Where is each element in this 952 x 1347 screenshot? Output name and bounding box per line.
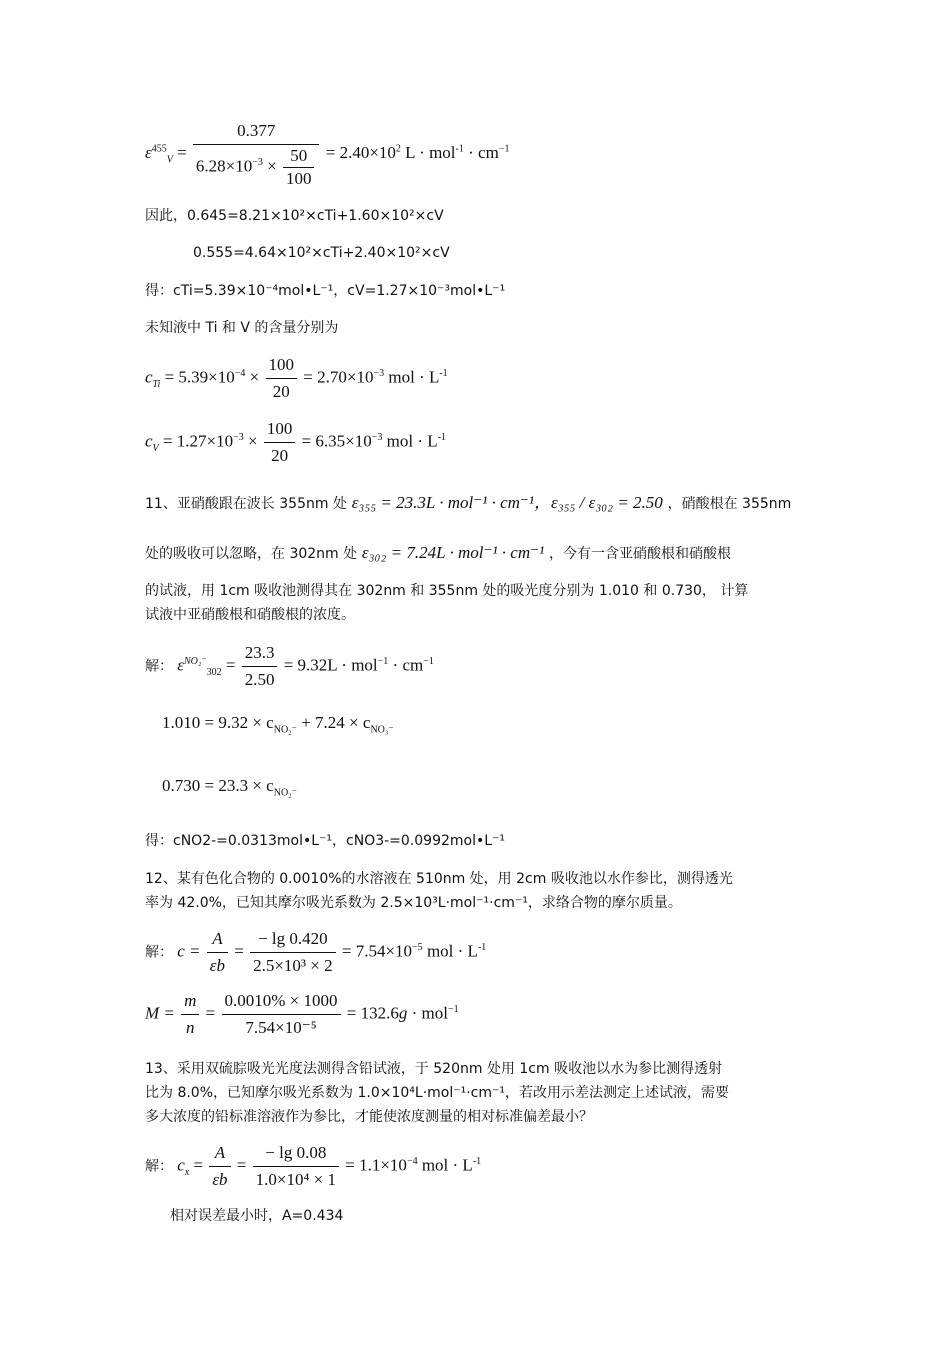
sol11-fraction: [242, 640, 278, 693]
cv-den: 20: [271, 446, 289, 465]
sol11-rhs: = 9.32L · mol: [283, 655, 378, 675]
sol12-f1-den: εb: [209, 956, 225, 975]
text-unknown: 未知液中 Ti 和 V 的含量分别为: [145, 320, 339, 336]
cti-den: 20: [272, 382, 290, 401]
sol13-lhs: c: [177, 1155, 185, 1175]
cv-fraction: [264, 416, 296, 469]
q13-line1: 13、采用双硫腙吸光光度法测得含铅试液，于 520nm 处用 1cm 吸收池以水为参比测得透射: [145, 1061, 723, 1077]
sol12m-g: g: [398, 1003, 408, 1023]
sol13-prefix: 解：: [145, 1158, 173, 1175]
eq0730-a: 0.730 = 23.3 × c: [162, 776, 274, 795]
cv-times: ×: [247, 431, 258, 451]
q11-line2: [145, 542, 731, 565]
den-a: 6.28×10: [195, 156, 253, 176]
sol13-eq1: =: [193, 1155, 204, 1175]
sol12-rhs-exp: −5: [412, 941, 423, 953]
sol12-unit: mol · L: [426, 941, 478, 961]
text-result-ti-v: 得：cTi=5.39×10⁻⁴mol•L⁻¹，cV=1.27×10⁻³mol•L⁻¹: [145, 283, 506, 299]
cti-rhs: = 2.70×10: [303, 367, 374, 387]
sol12m-f2-num: 0.0010% × 1000: [222, 988, 341, 1015]
sol12m-frac1: [181, 988, 199, 1041]
q11-line4: 试液中亚硝酸根和硝酸根的浓度。: [145, 607, 355, 623]
text-final: 相对误差最小时，A=0.434: [170, 1208, 344, 1224]
sol13-f1-num: A: [209, 1140, 230, 1167]
sol12m-f2-den: 7.54×10⁻⁵: [245, 1018, 317, 1037]
cti-a: = 5.39×10: [164, 367, 235, 387]
sol13-rhs: = 1.1×10: [345, 1155, 407, 1175]
q11-line1-b: ，硝酸根在 355nm: [667, 496, 792, 512]
sol12m-rhs: = 132.6: [346, 1003, 399, 1023]
inner-num: 50: [283, 145, 315, 168]
q11-line2-b: ，今有一含亚硝酸根和硝酸根: [548, 546, 731, 562]
rhs-value: = 2.40×10: [325, 142, 396, 162]
sol11-eps-sub: 302: [206, 666, 222, 678]
q11-line1-math: ε₃₅₅ = 23.3L · mol⁻¹ · cm⁻¹，ε₃₅₅ / ε₃₀₂ = 2.50: [351, 493, 663, 512]
cti-fraction: [266, 352, 298, 405]
sol12-frac1: [207, 926, 228, 979]
sol13-rhs-exp: −4: [406, 1155, 418, 1167]
cv-a: = 1.27×10: [162, 431, 234, 451]
text-second-eq: 0.555=4.64×10²×cTi+2.40×10²×cV: [193, 245, 450, 261]
eq0730-sub: NO₂⁻: [273, 787, 297, 799]
rhs-unit: L · mol: [405, 142, 456, 162]
eq1010-sub2: NO₃⁻: [370, 724, 394, 736]
eq1010-mid: + 7.24 × c: [296, 713, 371, 732]
text-result-no2-no3: 得：cNO2-=0.0313mol•L⁻¹，cNO3-=0.0992mol•L⁻¹: [145, 833, 506, 849]
sol13-frac2: [253, 1140, 339, 1193]
sol13-f2-den: 1.0×10⁴ × 1: [255, 1170, 336, 1189]
q11-line1-a: 11、亚硝酸跟在波长 355nm 处: [145, 496, 347, 512]
sol12m-lhs: M =: [145, 1003, 175, 1023]
sol12-prefix: 解：: [145, 944, 173, 961]
q12-line2: 率为 42.0%，已知其摩尔吸光系数为 2.5×10³L·mol⁻¹·cm⁻¹，求络合物的摩尔质量。: [145, 895, 682, 911]
sol12m-unit-exp: −1: [447, 1003, 459, 1015]
cv-sub: V: [152, 442, 159, 454]
sol11-rhs-exp1: −1: [377, 655, 389, 667]
equation-c-v: [145, 416, 446, 469]
q13-line3: 多大浓度的铅标准溶液作为参比，才能使浓度测量的相对标准偏差最小？: [145, 1109, 593, 1125]
sol12m-f1-num: m: [181, 988, 199, 1015]
sol11-den: 2.50: [244, 670, 275, 689]
q11-line2-a: 处的吸收可以忽略，在 302nm 处: [145, 546, 358, 562]
cti-unit-exp: -1: [439, 367, 448, 379]
inner-den: 100: [285, 169, 312, 188]
equation-sol11-epsilon: 解： $\varepsilon^{NO_2^-}_{302}$ = $\frac{23.3}{2.50}$ = $9.32L \cdot mol^{-1} \cdot cm^{-1}$: [145, 640, 434, 693]
den-times: ×: [267, 156, 277, 176]
sol12-rhs: = 7.54×10: [341, 941, 413, 961]
equation-sol12-c: [145, 926, 486, 979]
inner-fraction: [283, 145, 315, 190]
sol12m-frac2: [222, 988, 341, 1041]
sol12m-unit: · mol: [407, 1003, 448, 1023]
frac-numerator: 0.377: [193, 118, 320, 145]
text-therefore: 因此，0.645=8.21×10²×cTi+1.60×10²×cV: [145, 208, 444, 224]
q11-line2-math: ε₃₀₂ = 7.24L · mol⁻¹ · cm⁻¹: [361, 543, 545, 562]
cv-rhs: = 6.35×10: [301, 431, 372, 451]
sol11-eps: ε: [177, 655, 184, 675]
sol11-rhs-exp2: −1: [423, 655, 434, 667]
rhs-exp: 2: [395, 143, 401, 155]
cv-unit-exp: -1: [437, 431, 446, 443]
sol11-prefix: 解：: [145, 658, 173, 675]
sol12-unit-exp: -1: [477, 941, 487, 953]
rhs-unit2: · cm: [463, 142, 499, 162]
equation-c-ti: [145, 352, 448, 405]
equation-0730: [162, 775, 297, 797]
equation-epsilon-455: $\varepsilon^{455}_V$ = 0.377 $6.28\times 10^{-3}$ × $\frac{50}{100}$ = $2.40\times 10^2$ $L \cdot mol^{-1} \cdot cm^{-1}$: [145, 118, 509, 190]
eps-symbol: ε: [145, 142, 152, 162]
rhs-unit-exp2: −1: [498, 143, 510, 155]
eps-sup: 455: [151, 143, 167, 155]
sol12m-eq: =: [205, 1003, 216, 1023]
cti-sub: Ti: [152, 378, 161, 390]
sol12-f2-den: 2.5×10³ × 2: [253, 956, 333, 975]
cti-rhs-exp: −3: [373, 367, 385, 379]
sol12-f2-num: − lg 0.420: [250, 926, 336, 953]
q12-line1: 12、某有色化合物的 0.0010%的水溶液在 510nm 处，用 2cm 吸收池以水作参比，测得透光: [145, 871, 733, 887]
sol13-unit-exp: -1: [472, 1155, 482, 1167]
frac-denominator: [193, 145, 320, 190]
den-a-exp: −3: [252, 156, 263, 168]
equation-sol12-M: [145, 988, 459, 1041]
sol12m-f1-den: n: [186, 1018, 195, 1037]
cti-num: 100: [266, 352, 298, 379]
rhs-unit-exp1: -1: [455, 143, 464, 155]
equation-1010: [162, 712, 394, 734]
cv-a-exp: −3: [233, 431, 244, 443]
eq1010-a: 1.010 = 9.32 × c: [162, 713, 274, 732]
q11-line1: [145, 492, 791, 515]
sol13-lhs-sub: x: [184, 1166, 190, 1178]
sol13-f2-num: − lg 0.08: [253, 1140, 339, 1167]
sol12-f1-num: A: [207, 926, 228, 953]
sol11-rhs-unit2: · cm: [388, 655, 424, 675]
sol11-num: 23.3: [242, 640, 278, 667]
cti-times: ×: [249, 367, 260, 387]
sol11-eps-sup: NO₂⁻: [183, 655, 207, 667]
sol13-unit: mol · L: [421, 1155, 473, 1175]
equation-sol13: [145, 1140, 481, 1193]
cv-rhs-exp: −3: [371, 431, 383, 443]
eq1010-sub1: NO₂⁻: [273, 724, 297, 736]
fraction-main: [193, 118, 320, 190]
q11-line3: 的试液，用 1cm 吸收池测得其在 302nm 和 355nm 处的吸光度分别为 1.010 和 0.730， 计算: [145, 583, 749, 599]
cv-num: 100: [264, 416, 296, 443]
sol13-frac1: [209, 1140, 230, 1193]
sol12-eq: =: [234, 941, 244, 961]
cv-unit: mol · L: [386, 431, 438, 451]
q13-line2: 比为 8.0%，已知摩尔吸光系数为 1.0×10⁴L·mol⁻¹·cm⁻¹，若改用示差法测定上述试液，需要: [145, 1085, 730, 1101]
cti-a-exp: −4: [234, 367, 246, 379]
sol12-lhs: c =: [177, 941, 201, 961]
sol13-f1-den: εb: [212, 1170, 228, 1189]
sol12-frac2: [250, 926, 336, 979]
cv-lhs: c: [145, 431, 153, 451]
sol13-eq2: =: [236, 1155, 247, 1175]
cti-unit: mol · L: [388, 367, 440, 387]
cti-lhs: c: [145, 367, 153, 387]
eps-sub: V: [166, 154, 173, 166]
